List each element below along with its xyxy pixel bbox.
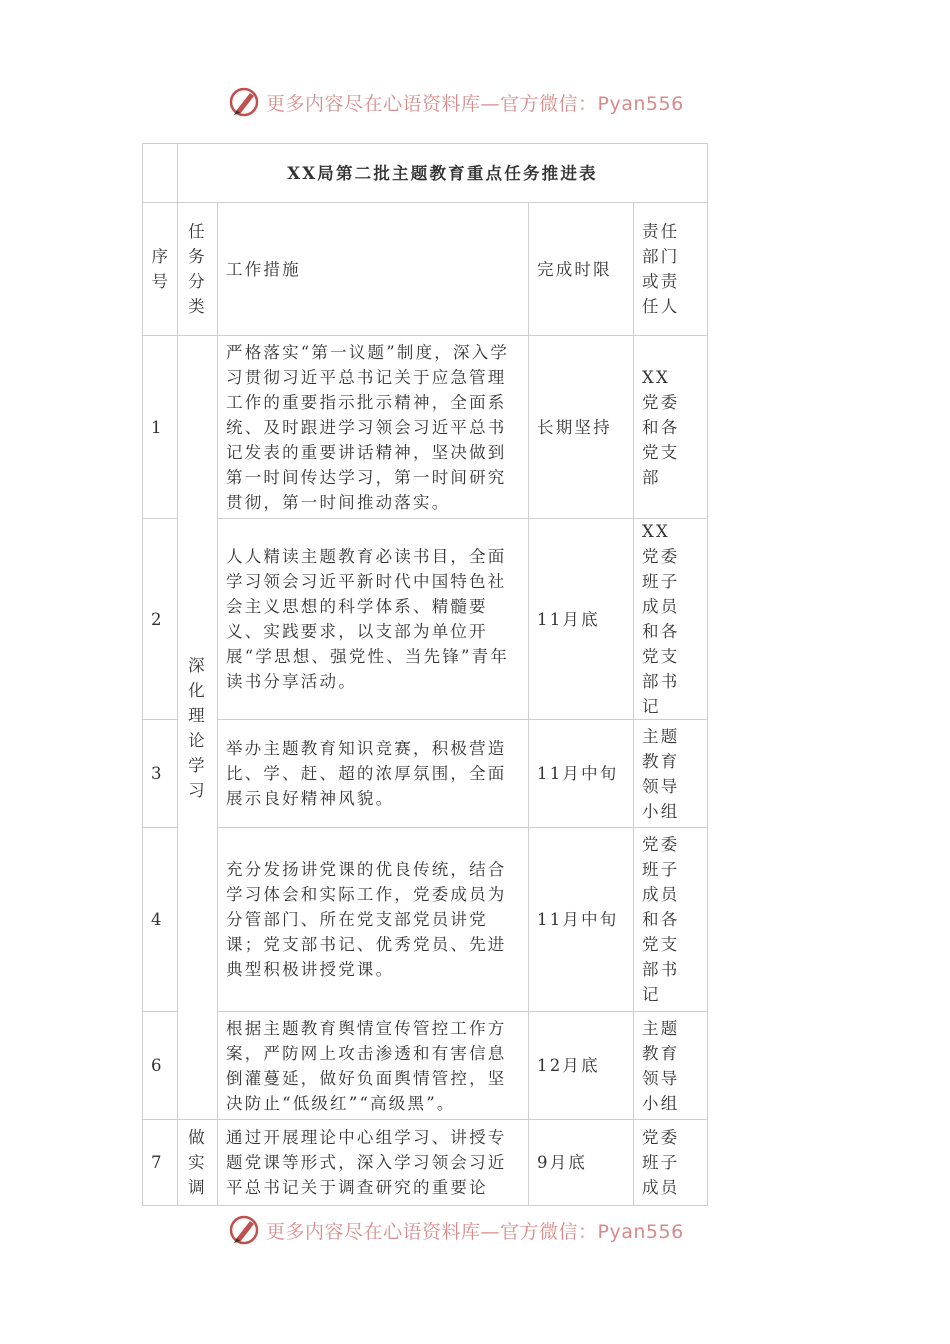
table-row xyxy=(143,1120,708,1206)
row-deadline: 12月底 xyxy=(529,1012,634,1120)
row-deadline: 9月底 xyxy=(529,1120,634,1206)
header-deadline: 完成时限 xyxy=(529,203,634,336)
row-deadline: 11月底 xyxy=(529,519,634,720)
row-deadline: 11月中旬 xyxy=(529,828,634,1012)
title-row xyxy=(143,144,708,203)
row-measures: 通过开展理论中心组学习、讲授专题党课等形式，深入学习领会习近平总书记关于调查研究的重要论 xyxy=(218,1120,529,1206)
row-deadline: 长期坚持 xyxy=(529,336,634,519)
row-seq: 6 xyxy=(143,1012,178,1120)
row-seq: 7 xyxy=(143,1120,178,1206)
header-row xyxy=(143,203,708,336)
row-responsible: 党委班子成员和各党支部书记 xyxy=(634,828,708,1012)
watermark-banner-top xyxy=(226,82,684,122)
row-responsible: XX党委和各党支部 xyxy=(634,336,708,519)
header-seq: 序号 xyxy=(143,203,178,336)
header-category: 任务分类 xyxy=(178,203,218,336)
task-table xyxy=(142,143,708,1206)
row-responsible: XX党委班子成员和各党支部书记 xyxy=(634,519,708,720)
table-row xyxy=(143,519,708,720)
pen-logo-icon xyxy=(226,84,262,120)
banner-text: 更多内容尽在心语资料库—官方微信： xyxy=(266,92,598,115)
table-row xyxy=(143,1012,708,1120)
row-seq: 2 xyxy=(143,519,178,720)
banner-text: 更多内容尽在心语资料库—官方微信： xyxy=(266,1220,598,1243)
header-responsible: 责任部门或责任人 xyxy=(634,203,708,336)
header-measures: 工作措施 xyxy=(218,203,529,336)
category-cell: 深化理论学习 xyxy=(178,336,218,1120)
watermark-banner-bottom xyxy=(226,1210,684,1250)
row-measures: 充分发扬讲党课的优良传统，结合学习体会和实际工作，党委成员为分管部门、所在党支部党员讲党课；党支部书记、优秀党员、先进典型积极讲授党课。 xyxy=(218,828,529,1012)
banner-account: Pyan556 xyxy=(597,92,684,115)
row-measures: 根据主题教育舆情宣传管控工作方案，严防网上攻击渗透和有害信息倒灌蔓延，做好负面舆情管控，坚决防止“低级红”“高级黑”。 xyxy=(218,1012,529,1120)
row-responsible: 党委班子成员 xyxy=(634,1120,708,1206)
table-row xyxy=(143,720,708,828)
row-seq: 1 xyxy=(143,336,178,519)
table-title: XX局第二批主题教育重点任务推进表 xyxy=(178,144,708,203)
row-seq: 4 xyxy=(143,828,178,1012)
row-measures: 人人精读主题教育必读书目，全面学习领会习近平新时代中国特色社会主义思想的科学体系、精髓要义、实践要求，以支部为单位开展“学思想、强党性、当先锋”青年读书分享活动。 xyxy=(218,519,529,720)
table-row xyxy=(143,828,708,1012)
table-row xyxy=(143,336,708,519)
row-measures: 严格落实“第一议题”制度，深入学习贯彻习近平总书记关于应急管理工作的重要指示批示精神，全面系统、及时跟进学习领会习近平总书记发表的重要讲话精神，坚决做到第一时间传达学习，第一时间研究贯彻，第一时间推动落实。 xyxy=(218,336,529,519)
row-seq: 3 xyxy=(143,720,178,828)
banner-account: Pyan556 xyxy=(597,1220,684,1243)
row-responsible: 主题教育领导小组 xyxy=(634,1012,708,1120)
row-responsible: 主题教育领导小组 xyxy=(634,720,708,828)
row-measures: 举办主题教育知识竞赛，积极营造比、学、赶、超的浓厚氛围，全面展示良好精神风貌。 xyxy=(218,720,529,828)
pen-logo-icon xyxy=(226,1212,262,1248)
row-deadline: 11月中旬 xyxy=(529,720,634,828)
category-cell: 做实调 xyxy=(178,1120,218,1206)
